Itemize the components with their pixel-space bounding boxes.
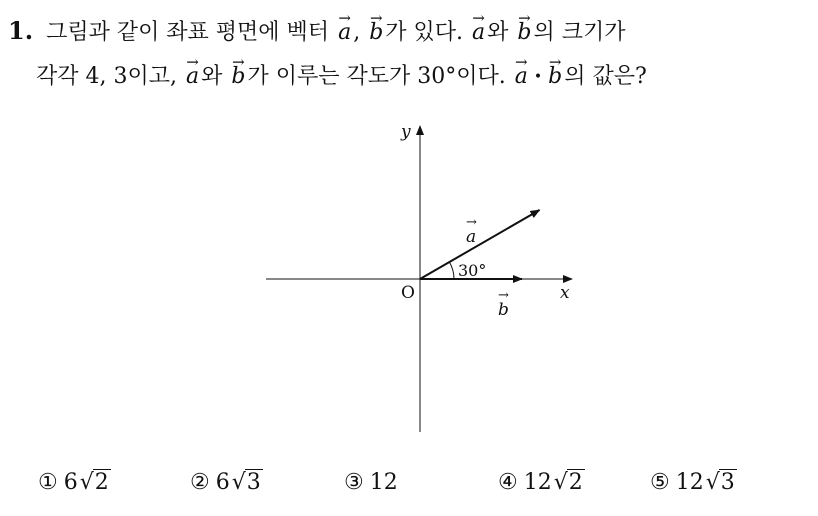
choice-number: ⑤ (650, 470, 670, 495)
choice-coefficient: 6 (63, 470, 78, 495)
radicand: 3 (246, 470, 261, 495)
answer-choice-2[interactable] (190, 470, 263, 495)
angle-label: 30° (458, 261, 487, 280)
radical-sign: √ (79, 470, 94, 495)
square-root (554, 470, 585, 495)
question-number: 1. (8, 16, 34, 45)
choice-coefficient: 12 (523, 470, 552, 495)
question-text: 가 이루는 각도가 30°이다. (247, 64, 506, 89)
vector-a-label-arrow: → (466, 215, 477, 230)
choice-coefficient: 6 (215, 470, 230, 495)
square-root (232, 470, 263, 495)
question-text: 가 있다. (385, 20, 464, 45)
vector-b-symbol: → b (546, 62, 564, 92)
radical-sign: √ (705, 470, 720, 495)
choice-number: ② (190, 470, 210, 495)
answer-choice-3[interactable] (344, 470, 398, 495)
radicand: 2 (94, 470, 109, 495)
vector-b-symbol: → b (515, 18, 533, 48)
vector-a-symbol: → a (336, 18, 353, 48)
question-line-2 (36, 62, 647, 92)
question-text: 각각 4, 3이고, (36, 64, 177, 89)
question-text: 의 값은? (564, 64, 647, 89)
answer-choice-1[interactable] (38, 470, 111, 495)
radicand: 3 (720, 470, 735, 495)
vector-b-symbol: → b (367, 18, 385, 48)
x-axis-label: x (560, 283, 570, 303)
question-text: 그림과 같이 좌표 평면에 벡터 (46, 20, 330, 45)
vector-b-label-arrow: → (498, 288, 509, 303)
choice-number: ④ (498, 470, 518, 495)
radicand: 2 (568, 470, 583, 495)
choice-coefficient: 12 (675, 470, 704, 495)
comma: , (353, 20, 361, 45)
choice-number: ① (38, 470, 58, 495)
vector-a-symbol: → a (184, 62, 201, 92)
vector-a-symbol: → a (470, 18, 487, 48)
question-text: 의 크기가 (533, 20, 626, 45)
answer-choices (0, 470, 818, 504)
vector-a-label: a (466, 227, 477, 247)
angle-arc (449, 262, 454, 279)
square-root (80, 470, 111, 495)
dot-product-symbol: • (533, 69, 543, 85)
question-text: 와 (201, 64, 223, 89)
answer-choice-5[interactable] (650, 470, 737, 495)
question-text: 와 (487, 20, 509, 45)
origin-label: O (401, 283, 415, 303)
question-line-1 (8, 16, 626, 48)
vector-a-symbol: → a (513, 62, 530, 92)
vector-b-label: b (498, 300, 509, 320)
choice-coefficient: 12 (369, 470, 398, 495)
square-root (706, 470, 737, 495)
y-axis-label: y (401, 122, 411, 142)
vector-b-symbol: → b (229, 62, 247, 92)
choice-number: ③ (344, 470, 364, 495)
answer-choice-4[interactable] (498, 470, 585, 495)
radical-sign: √ (553, 470, 568, 495)
radical-sign: √ (231, 470, 246, 495)
vector-figure (262, 116, 582, 436)
